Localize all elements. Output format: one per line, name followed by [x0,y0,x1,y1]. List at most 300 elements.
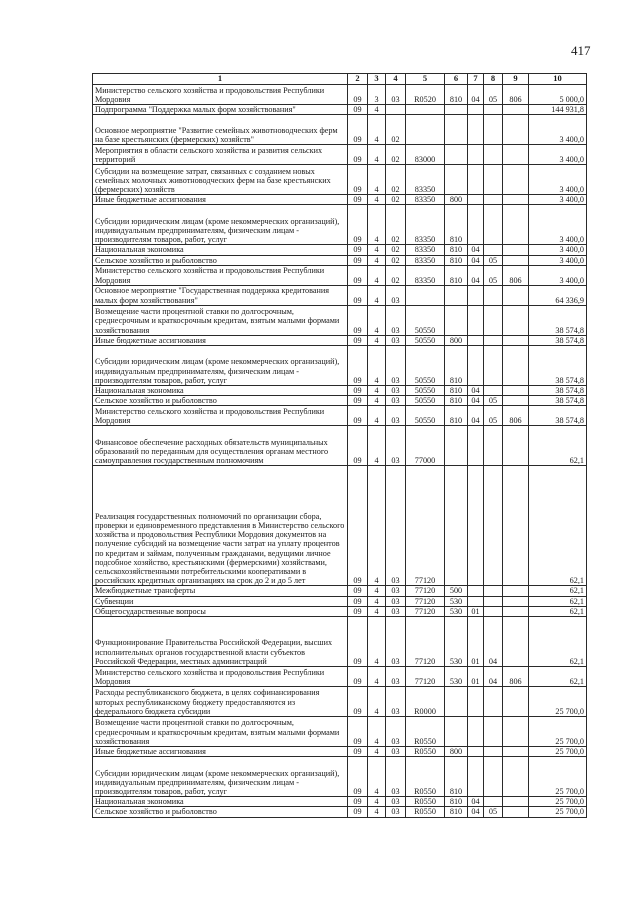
code-expense-type-cell [445,717,468,747]
code-division-cell: 04 [468,807,484,817]
code-expense-type-cell: 800 [445,195,468,205]
code-direction-cell: 50550 [406,396,445,406]
amount-cell: 62,1 [529,596,587,606]
code-subdivision-cell [484,466,503,586]
amount-cell: 3 400,0 [529,165,587,195]
code-division-cell [468,165,484,195]
code-subdivision-cell [484,305,503,335]
code-direction-cell: 83350 [406,255,445,265]
table-row [93,596,587,606]
code-subdivision-cell [484,717,503,747]
code-section-cell: 09 [348,245,368,255]
amount-cell: 62,1 [529,667,587,687]
table-row [93,205,587,245]
code-ministry-cell [503,305,529,335]
code-ministry-cell: 806 [503,667,529,687]
code-subdivision-cell [484,245,503,255]
amount-cell: 3 400,0 [529,245,587,255]
code-expense-type-cell: 800 [445,335,468,345]
table-row [93,195,587,205]
table-row [93,606,587,616]
code-subprogram-cell: 4 [368,687,386,717]
header-cell: 6 [445,74,468,85]
code-direction-cell: 77120 [406,606,445,616]
code-subprogram-cell: 4 [368,285,386,305]
item-name-cell: Иные бюджетные ассигнования [93,747,348,757]
code-section-cell: 09 [348,667,368,687]
code-section-cell: 09 [348,757,368,797]
code-event-cell: 03 [386,757,406,797]
code-expense-type-cell: 800 [445,747,468,757]
code-expense-type-cell [445,115,468,145]
code-division-cell: 04 [468,245,484,255]
amount-cell: 62,1 [529,617,587,667]
code-event-cell: 03 [386,406,406,426]
item-name-cell: Иные бюджетные ассигнования [93,195,348,205]
table-row [93,115,587,145]
code-ministry-cell [503,285,529,305]
table-row [93,105,587,115]
code-event-cell: 03 [386,335,406,345]
item-name-cell: Функционирование Правительства Российской Федерации, высших исполнительных органов государственной власти субъектов Российской Федерации, местных администраций [93,617,348,667]
code-expense-type-cell: 810 [445,757,468,797]
code-expense-type-cell: 810 [445,396,468,406]
table-row [93,586,587,596]
code-section-cell: 09 [348,335,368,345]
code-section-cell: 09 [348,265,368,285]
item-name-cell: Сельское хозяйство и рыболовство [93,807,348,817]
code-subdivision-cell [484,346,503,386]
table-row [93,145,587,165]
code-division-cell [468,596,484,606]
code-subdivision-cell: 04 [484,667,503,687]
code-direction-cell [406,285,445,305]
code-expense-type-cell: 810 [445,346,468,386]
code-direction-cell: 77120 [406,596,445,606]
code-subdivision-cell: 05 [484,255,503,265]
table-row [93,797,587,807]
code-ministry-cell [503,426,529,466]
code-direction-cell: 50550 [406,386,445,396]
code-subdivision-cell [484,165,503,195]
code-subdivision-cell [484,145,503,165]
code-direction-cell: 50550 [406,406,445,426]
code-section-cell: 09 [348,145,368,165]
code-ministry-cell [503,596,529,606]
table-row [93,406,587,426]
code-subprogram-cell: 4 [368,807,386,817]
code-subdivision-cell: 04 [484,617,503,667]
code-section-cell: 09 [348,617,368,667]
item-name-cell: Национальная экономика [93,386,348,396]
code-section-cell: 09 [348,596,368,606]
code-ministry-cell [503,586,529,596]
code-ministry-cell [503,165,529,195]
code-subprogram-cell: 4 [368,667,386,687]
code-section-cell: 09 [348,346,368,386]
code-expense-type-cell: 810 [445,245,468,255]
code-expense-type-cell: 810 [445,807,468,817]
header-cell: 8 [484,74,503,85]
item-name-cell: Субвенции [93,596,348,606]
item-name-cell: Подпрограмма "Поддержка малых форм хозяйствования" [93,105,348,115]
code-section-cell: 09 [348,396,368,406]
code-ministry-cell [503,757,529,797]
code-direction-cell: 50550 [406,305,445,335]
table-row [93,396,587,406]
code-section-cell: 09 [348,807,368,817]
code-section-cell: 09 [348,797,368,807]
amount-cell: 64 336,9 [529,285,587,305]
code-subdivision-cell [484,586,503,596]
code-expense-type-cell [445,687,468,717]
code-ministry-cell [503,346,529,386]
item-name-cell: Финансовое обеспечение расходных обязательств муниципальных образований по переданным для осуществления органам местного самоуправления государственным полномочиям [93,426,348,466]
code-division-cell [468,115,484,145]
code-ministry-cell [503,617,529,667]
code-subdivision-cell [484,115,503,145]
code-division-cell [468,426,484,466]
code-section-cell: 09 [348,285,368,305]
code-section-cell: 09 [348,687,368,717]
code-subprogram-cell: 4 [368,747,386,757]
code-event-cell: 03 [386,596,406,606]
code-section-cell: 09 [348,85,368,105]
code-section-cell: 09 [348,717,368,747]
code-division-cell: 01 [468,667,484,687]
code-subprogram-cell: 4 [368,797,386,807]
code-subprogram-cell: 4 [368,335,386,345]
code-division-cell [468,757,484,797]
code-expense-type-cell [445,105,468,115]
table-row [93,717,587,747]
amount-cell: 25 700,0 [529,687,587,717]
code-ministry-cell [503,245,529,255]
code-direction-cell: 83350 [406,265,445,285]
code-division-cell [468,466,484,586]
code-division-cell [468,335,484,345]
code-subprogram-cell: 4 [368,606,386,616]
item-name-cell: Реализация государственных полномочий по организации сбора, проверки и единовременного представления в Министерство сельского хозяйства и продовольствия Республики Мордовия документов на получение субсидий на возмещение части затрат на уплату процентов по кредитам и займам, полученным гражданами, ведущими личное подсобное хозяйство, крестьянскими (фермерскими) хозяйствами, сельскохозяйственными потребительскими кооперативами в российских кредитных организациях на срок до 2 и до 5 лет [93,466,348,586]
code-expense-type-cell [445,466,468,586]
table-row [93,807,587,817]
amount-cell: 38 574,8 [529,386,587,396]
code-direction-cell: 83350 [406,165,445,195]
amount-cell: 25 700,0 [529,807,587,817]
table-row [93,667,587,687]
table-header-row [93,74,587,85]
code-subprogram-cell: 4 [368,105,386,115]
table-row [93,346,587,386]
amount-cell: 38 574,8 [529,335,587,345]
code-direction-cell: R0550 [406,807,445,817]
code-expense-type-cell: 810 [445,85,468,105]
code-event-cell: 02 [386,145,406,165]
item-name-cell: Общегосударственные вопросы [93,606,348,616]
code-ministry-cell [503,115,529,145]
code-subdivision-cell [484,386,503,396]
code-subdivision-cell [484,797,503,807]
code-direction-cell: R0550 [406,747,445,757]
code-event-cell: 02 [386,265,406,285]
code-subdivision-cell: 05 [484,807,503,817]
header-cell: 9 [503,74,529,85]
item-name-cell: Сельское хозяйство и рыболовство [93,255,348,265]
amount-cell: 62,1 [529,466,587,586]
table-row [93,85,587,105]
code-subdivision-cell [484,757,503,797]
code-subdivision-cell [484,426,503,466]
code-section-cell: 09 [348,255,368,265]
item-name-cell: Иные бюджетные ассигнования [93,335,348,345]
item-name-cell: Министерство сельского хозяйства и продовольствия Республики Мордовия [93,85,348,105]
code-event-cell: 02 [386,245,406,255]
code-section-cell: 09 [348,386,368,396]
code-ministry-cell [503,386,529,396]
code-event-cell [386,105,406,115]
amount-cell: 3 400,0 [529,145,587,165]
item-name-cell: Мероприятия в области сельского хозяйства и развития сельских территорий [93,145,348,165]
code-direction-cell: R0520 [406,85,445,105]
code-subdivision-cell: 05 [484,396,503,406]
code-subprogram-cell: 4 [368,586,386,596]
code-event-cell: 03 [386,426,406,466]
code-direction-cell: R0550 [406,797,445,807]
code-direction-cell: 77120 [406,617,445,667]
code-subprogram-cell: 4 [368,757,386,797]
code-expense-type-cell: 810 [445,205,468,245]
code-event-cell: 03 [386,717,406,747]
code-event-cell: 03 [386,285,406,305]
code-expense-type-cell: 530 [445,617,468,667]
code-subdivision-cell [484,285,503,305]
code-expense-type-cell [445,165,468,195]
code-division-cell: 04 [468,85,484,105]
code-event-cell: 03 [386,687,406,717]
code-expense-type-cell: 530 [445,606,468,616]
code-expense-type-cell: 810 [445,255,468,265]
code-division-cell [468,105,484,115]
code-direction-cell: 77120 [406,586,445,596]
code-direction-cell: 83000 [406,145,445,165]
code-event-cell: 02 [386,205,406,245]
code-division-cell [468,285,484,305]
code-subprogram-cell: 3 [368,85,386,105]
header-cell: 3 [368,74,386,85]
code-section-cell: 09 [348,606,368,616]
code-subprogram-cell: 4 [368,265,386,285]
amount-cell: 38 574,8 [529,305,587,335]
code-subprogram-cell: 4 [368,426,386,466]
code-section-cell: 09 [348,195,368,205]
code-expense-type-cell: 530 [445,596,468,606]
header-cell: 7 [468,74,484,85]
amount-cell: 38 574,8 [529,346,587,386]
header-cell: 1 [93,74,348,85]
amount-cell: 3 400,0 [529,115,587,145]
amount-cell: 25 700,0 [529,757,587,797]
code-section-cell: 09 [348,406,368,426]
code-ministry-cell [503,195,529,205]
amount-cell: 144 931,8 [529,105,587,115]
code-event-cell: 03 [386,85,406,105]
code-division-cell [468,195,484,205]
amount-cell: 3 400,0 [529,265,587,285]
amount-cell: 3 400,0 [529,255,587,265]
code-ministry-cell [503,747,529,757]
item-name-cell: Межбюджетные трансферты [93,586,348,596]
code-section-cell: 09 [348,747,368,757]
amount-cell: 62,1 [529,606,587,616]
code-ministry-cell [503,466,529,586]
code-ministry-cell [503,687,529,717]
code-event-cell: 02 [386,195,406,205]
code-subdivision-cell: 05 [484,85,503,105]
table-row [93,617,587,667]
code-direction-cell: R0550 [406,757,445,797]
table-row [93,426,587,466]
amount-cell: 38 574,8 [529,396,587,406]
amount-cell: 25 700,0 [529,797,587,807]
code-division-cell: 04 [468,406,484,426]
code-division-cell: 04 [468,265,484,285]
code-subdivision-cell [484,606,503,616]
table-row [93,335,587,345]
code-event-cell: 02 [386,115,406,145]
code-subdivision-cell [484,335,503,345]
code-division-cell: 01 [468,606,484,616]
code-subdivision-cell [484,747,503,757]
header-cell: 4 [386,74,406,85]
amount-cell: 62,1 [529,586,587,596]
code-section-cell: 09 [348,305,368,335]
table-row [93,245,587,255]
code-ministry-cell [503,717,529,747]
code-section-cell: 09 [348,205,368,245]
code-event-cell: 03 [386,386,406,396]
code-subprogram-cell: 4 [368,115,386,145]
code-division-cell: 04 [468,797,484,807]
code-section-cell: 09 [348,115,368,145]
code-division-cell: 04 [468,386,484,396]
code-expense-type-cell [445,285,468,305]
code-expense-type-cell: 530 [445,667,468,687]
item-name-cell: Основное мероприятие "Государственная поддержка кредитования малых форм хозяйствования" [93,285,348,305]
code-subdivision-cell [484,105,503,115]
code-division-cell [468,687,484,717]
item-name-cell: Субсидии на возмещение затрат, связанных с созданием новых семейных молочных животноводческих ферм на базе крестьянских (фермерских) хозяйств [93,165,348,195]
code-ministry-cell [503,145,529,165]
code-ministry-cell [503,255,529,265]
code-expense-type-cell: 810 [445,797,468,807]
amount-cell: 25 700,0 [529,747,587,757]
item-name-cell: Министерство сельского хозяйства и продовольствия Республики Мордовия [93,265,348,285]
code-expense-type-cell [445,145,468,165]
code-direction-cell: R0550 [406,717,445,747]
code-direction-cell: 50550 [406,346,445,386]
code-ministry-cell: 806 [503,85,529,105]
code-event-cell: 03 [386,667,406,687]
code-event-cell: 03 [386,305,406,335]
header-cell: 5 [406,74,445,85]
code-division-cell [468,205,484,245]
code-section-cell: 09 [348,466,368,586]
code-event-cell: 03 [386,396,406,406]
page-number: 417 [571,43,591,58]
table-row [93,305,587,335]
code-division-cell [468,586,484,596]
code-subdivision-cell [484,195,503,205]
code-ministry-cell [503,205,529,245]
code-subprogram-cell: 4 [368,305,386,335]
table-body [93,85,587,818]
table-row [93,466,587,586]
code-subprogram-cell: 4 [368,145,386,165]
code-subdivision-cell [484,596,503,606]
header-cell: 10 [529,74,587,85]
code-direction-cell: 83350 [406,205,445,245]
table-row [93,285,587,305]
item-name-cell: Возмещение части процентной ставки по долгосрочным, среднесрочным и краткосрочным кредитам, взятым малыми формами хозяйствования [93,717,348,747]
code-ministry-cell [503,797,529,807]
code-division-cell: 01 [468,617,484,667]
code-event-cell: 02 [386,255,406,265]
amount-cell: 5 000,0 [529,85,587,105]
code-expense-type-cell [445,426,468,466]
code-event-cell: 03 [386,617,406,667]
table-row [93,747,587,757]
item-name-cell: Сельское хозяйство и рыболовство [93,396,348,406]
code-event-cell: 03 [386,586,406,596]
code-subprogram-cell: 4 [368,195,386,205]
table-row [93,165,587,195]
code-division-cell [468,305,484,335]
item-name-cell: Расходы республиканского бюджета, в целях софинансирования которых республиканскому бюджету предоставляются из федерального бюджета субсидии [93,687,348,717]
amount-cell: 3 400,0 [529,205,587,245]
code-ministry-cell [503,606,529,616]
code-subdivision-cell [484,205,503,245]
code-subprogram-cell: 4 [368,617,386,667]
code-expense-type-cell: 500 [445,586,468,596]
code-subprogram-cell: 4 [368,717,386,747]
amount-cell: 38 574,8 [529,406,587,426]
code-event-cell: 03 [386,797,406,807]
code-expense-type-cell: 810 [445,406,468,426]
code-subprogram-cell: 4 [368,396,386,406]
code-ministry-cell: 806 [503,406,529,426]
code-direction-cell: 77000 [406,426,445,466]
code-subprogram-cell: 4 [368,165,386,195]
code-subprogram-cell: 4 [368,596,386,606]
code-direction-cell [406,115,445,145]
code-direction-cell: R0000 [406,687,445,717]
code-division-cell [468,747,484,757]
code-subprogram-cell: 4 [368,386,386,396]
code-subdivision-cell: 05 [484,265,503,285]
code-ministry-cell [503,396,529,406]
amount-cell: 3 400,0 [529,195,587,205]
table-row [93,255,587,265]
code-event-cell: 03 [386,346,406,386]
table-row [93,386,587,396]
code-direction-cell: 77120 [406,466,445,586]
table-row [93,687,587,717]
code-section-cell: 09 [348,426,368,466]
item-name-cell: Национальная экономика [93,797,348,807]
code-subdivision-cell [484,687,503,717]
item-name-cell: Субсидии юридическим лицам (кроме некоммерческих организаций), индивидуальным предпринимателям, физическим лицам - производителям товаров, работ, услуг [93,205,348,245]
code-division-cell [468,346,484,386]
